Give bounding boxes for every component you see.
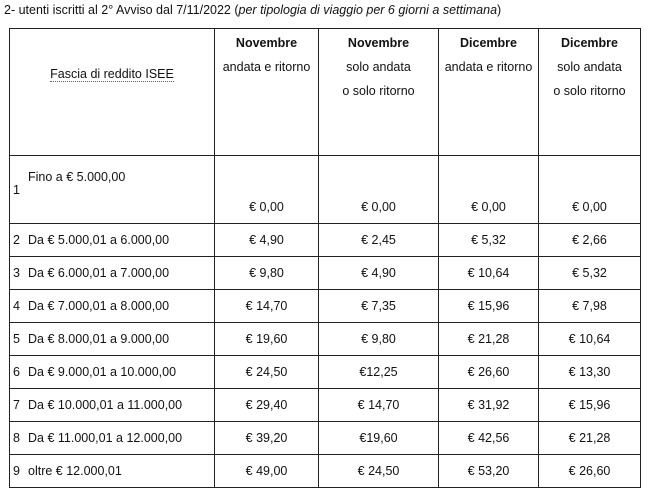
income-range: oltre € 12.000,01 bbox=[28, 464, 122, 478]
fare-value-cell: € 21,28 bbox=[439, 323, 539, 356]
fare-value-cell: € 14,70 bbox=[215, 290, 319, 323]
isee-fares-table bbox=[9, 28, 641, 488]
header-line1: andata e ritorno bbox=[222, 60, 311, 74]
header-col-4 bbox=[539, 29, 641, 156]
fare-value-cell: € 24,50 bbox=[215, 356, 319, 389]
table-row bbox=[10, 356, 641, 389]
row-number: 8 bbox=[13, 431, 20, 445]
header-month: Dicembre bbox=[460, 36, 517, 50]
header-month: Novembre bbox=[235, 36, 298, 50]
income-range: Da € 5.000,01 a 6.000,00 bbox=[28, 233, 170, 247]
income-range: Da € 9.000,01 a 10.000,00 bbox=[28, 365, 177, 379]
fare-value-cell: € 9,80 bbox=[215, 257, 319, 290]
header-col-2 bbox=[319, 29, 439, 156]
fare-value-cell: € 26,60 bbox=[439, 356, 539, 389]
table-caption bbox=[4, 3, 649, 17]
table-row bbox=[10, 323, 641, 356]
fare-value-cell: € 21,28 bbox=[539, 422, 641, 455]
fare-value-cell: € 4,90 bbox=[319, 257, 439, 290]
fare-value-cell: €19,60 bbox=[319, 422, 439, 455]
income-range: Fino a € 5.000,00 bbox=[28, 169, 126, 184]
row-number: 9 bbox=[13, 464, 20, 478]
income-range: Da € 8.000,01 a 9.000,00 bbox=[28, 332, 170, 346]
fare-value-cell: € 31,92 bbox=[439, 389, 539, 422]
row-number: 4 bbox=[13, 299, 20, 313]
fare-value-cell: € 13,30 bbox=[539, 356, 641, 389]
header-col-3 bbox=[439, 29, 539, 156]
fare-value-cell: € 0,00 bbox=[439, 156, 539, 224]
row-number: 5 bbox=[13, 332, 20, 346]
header-month: Novembre bbox=[347, 36, 410, 50]
fare-value-cell: € 39,20 bbox=[215, 422, 319, 455]
fare-value-cell: € 42,56 bbox=[439, 422, 539, 455]
header-income-band bbox=[10, 29, 215, 156]
fare-value-cell: € 5,32 bbox=[539, 257, 641, 290]
fare-value-cell: € 7,35 bbox=[319, 290, 439, 323]
table-row bbox=[10, 455, 641, 488]
table-row bbox=[10, 422, 641, 455]
fare-value-cell: € 0,00 bbox=[539, 156, 641, 224]
row-number: 6 bbox=[13, 365, 20, 379]
income-band-cell bbox=[10, 156, 215, 224]
income-band-cell bbox=[10, 422, 215, 455]
fare-value-cell: € 4,90 bbox=[215, 224, 319, 257]
row-number: 2 bbox=[13, 233, 20, 247]
header-col-1 bbox=[215, 29, 319, 156]
fare-value-cell: € 49,00 bbox=[215, 455, 319, 488]
fare-value-cell: € 0,00 bbox=[319, 156, 439, 224]
income-range: Da € 10.000,01 a 11.000,00 bbox=[28, 398, 183, 412]
header-line1: andata e ritorno bbox=[444, 60, 533, 74]
fare-value-cell: €12,25 bbox=[319, 356, 439, 389]
header-line2: o solo ritorno bbox=[553, 84, 626, 98]
fare-value-cell: € 2,45 bbox=[319, 224, 439, 257]
caption-suffix: ) bbox=[497, 3, 502, 17]
income-range: Da € 11.000,01 a 12.000,00 bbox=[28, 431, 183, 445]
table-row bbox=[10, 257, 641, 290]
fare-value-cell: € 10,64 bbox=[439, 257, 539, 290]
fare-value-cell: € 0,00 bbox=[215, 156, 319, 224]
header-line1: solo andata bbox=[557, 60, 622, 74]
fare-value-cell: € 9,80 bbox=[319, 323, 439, 356]
fare-value-cell: € 15,96 bbox=[439, 290, 539, 323]
fare-value-cell: € 29,40 bbox=[215, 389, 319, 422]
income-band-cell bbox=[10, 224, 215, 257]
fare-value-cell: € 15,96 bbox=[539, 389, 641, 422]
income-range: Da € 7.000,01 a 8.000,00 bbox=[28, 299, 170, 313]
header-row bbox=[10, 29, 641, 156]
fare-value-cell: € 10,64 bbox=[539, 323, 641, 356]
row-number: 7 bbox=[13, 398, 20, 412]
fare-value-cell: € 14,70 bbox=[319, 389, 439, 422]
row-number: 1 bbox=[13, 182, 20, 197]
fare-value-cell: € 2,66 bbox=[539, 224, 641, 257]
fare-value-cell: € 5,32 bbox=[439, 224, 539, 257]
fare-value-cell: € 53,20 bbox=[439, 455, 539, 488]
income-band-cell bbox=[10, 257, 215, 290]
table-row bbox=[10, 389, 641, 422]
caption-prefix: 2- utenti iscritti al 2° Avviso dal 7/11/2022 ( bbox=[4, 3, 239, 17]
income-band-cell bbox=[10, 323, 215, 356]
income-band-cell bbox=[10, 455, 215, 488]
fare-value-cell: € 19,60 bbox=[215, 323, 319, 356]
fare-value-cell: € 24,50 bbox=[319, 455, 439, 488]
fare-value-cell: € 26,60 bbox=[539, 455, 641, 488]
row-number: 3 bbox=[13, 266, 20, 280]
fare-value-cell: € 7,98 bbox=[539, 290, 641, 323]
caption-italic: per tipologia di viaggio per 6 giorni a settimana bbox=[238, 3, 498, 17]
header-line1: solo andata bbox=[346, 60, 411, 74]
table-row bbox=[10, 156, 641, 224]
income-band-cell bbox=[10, 356, 215, 389]
table-row bbox=[10, 290, 641, 323]
header-line2: o solo ritorno bbox=[342, 84, 415, 98]
table-row bbox=[10, 224, 641, 257]
income-band-cell bbox=[10, 290, 215, 323]
income-range: Da € 6.000,01 a 7.000,00 bbox=[28, 266, 170, 280]
income-band-cell bbox=[10, 389, 215, 422]
header-month: Dicembre bbox=[561, 36, 618, 50]
header-label: Fascia di reddito ISEE bbox=[50, 67, 174, 81]
